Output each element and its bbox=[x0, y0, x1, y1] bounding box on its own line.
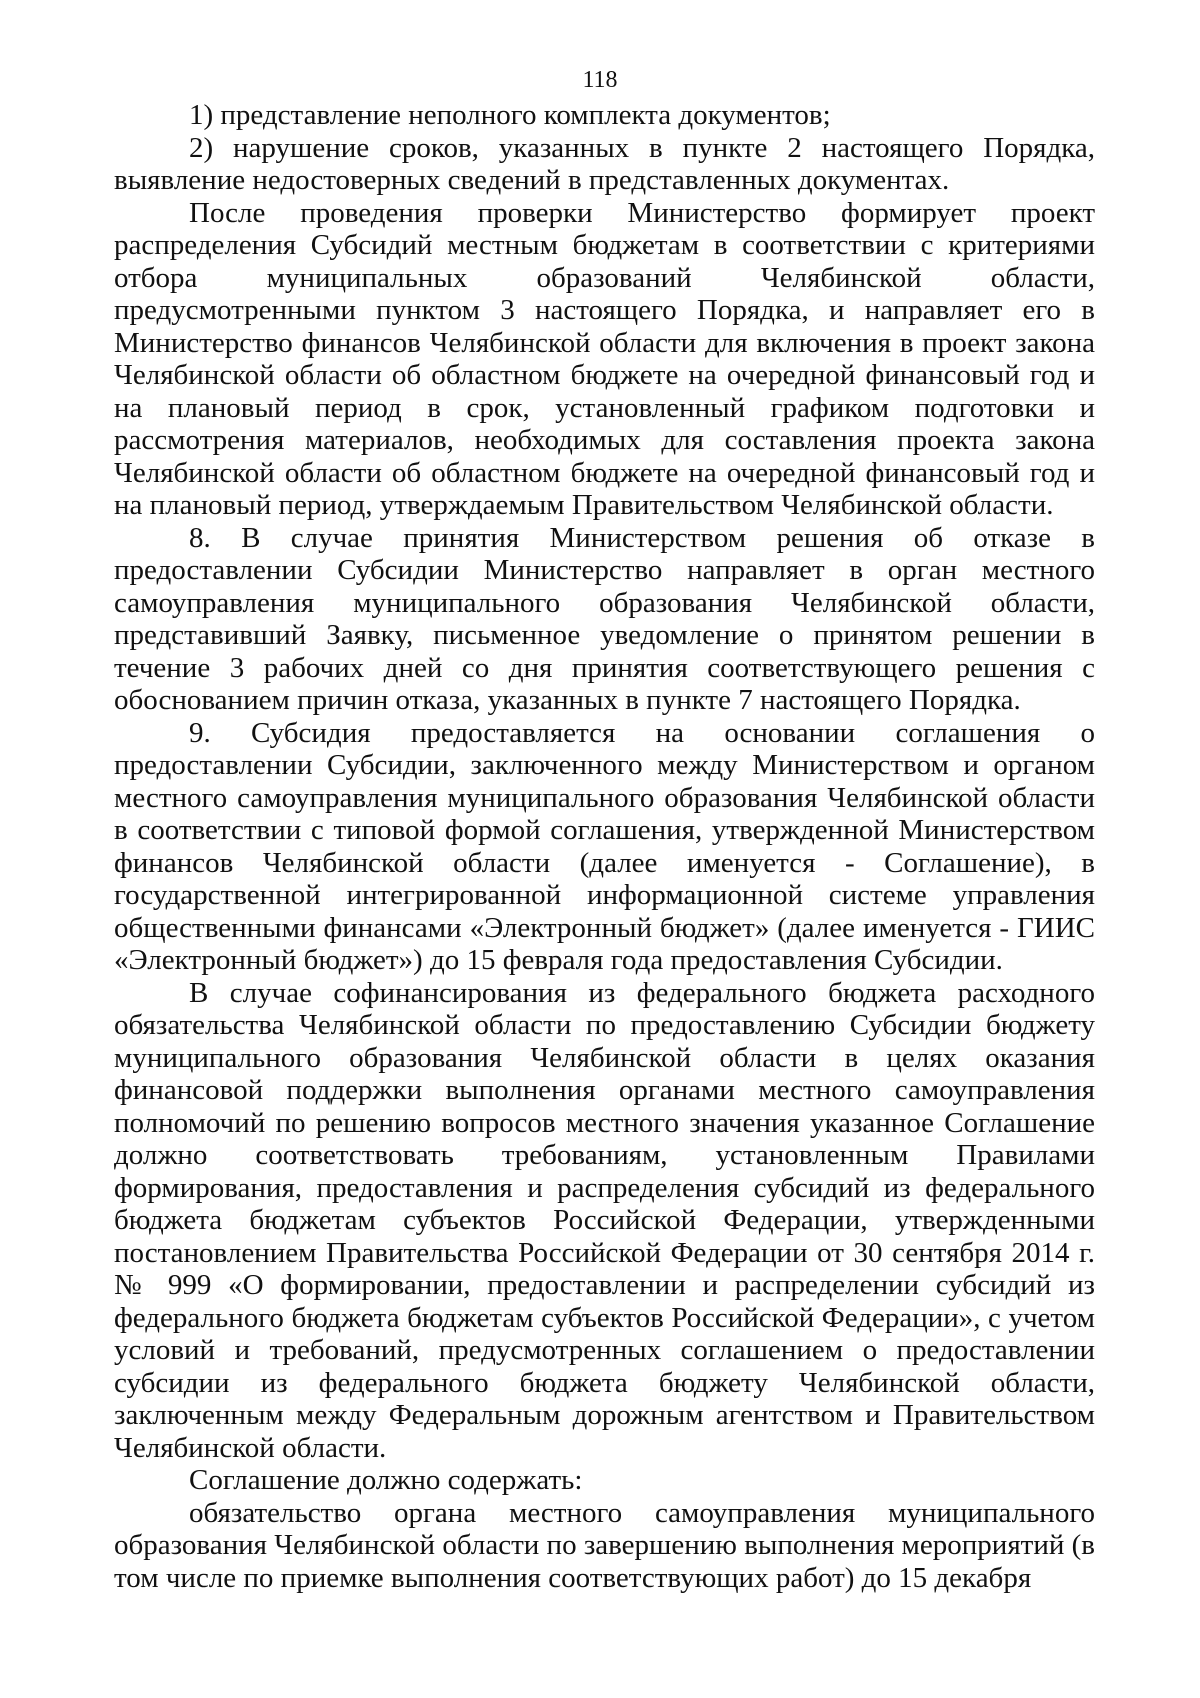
paragraph-section-9: 9. Субсидия предоставляется на основании соглашения о предоставлении Субсидии, заключенного между Министерством и органом местного самоуправления муниципального образования Челябинской области в соответствии с типовой формой соглашения, утвержденной Министерством финансов Челябинской области (далее именуется - Соглашение), в государственной интегрированной информационной системе управления общественными финансами «Электронный бюджет» (далее именуется - ГИИС «Электронный бюджет») до 15 февраля года предоставления Субсидии. bbox=[114, 716, 1095, 976]
paragraph-section-8: 8. В случае принятия Министерством решения об отказе в предоставлении Субсидии Министерство направляет в орган местного самоуправления муниципального образования Челябинской области, представивший Заявку, письменное уведомление о принятом решении в течение 3 рабочих дней со дня принятия соответствующего решения с обоснованием причин отказа, указанных в пункте 7 настоящего Порядка. bbox=[114, 521, 1095, 716]
paragraph-after-check: После проведения проверки Министерство формирует проект распределения Субсидий местным бюджетам в соответствии с критериями отбора муниципальных образований Челябинской области, предусмотренными пунктом 3 настоящего Порядка, и направляет его в Министерство финансов Челябинской области для включения в проект закона Челябинской области об областном бюджете на очередной финансовый год и на плановый период в срок, установленный графиком подготовки и рассмотрения материалов, необходимых для составления проекта закона Челябинской области об областном бюджете на очередной финансовый год и на плановый период, утверждаемым Правительством Челябинской области. bbox=[114, 196, 1095, 521]
paragraph-cofinancing: В случае софинансирования из федерального бюджета расходного обязательства Челябинской области по предоставлению Субсидии бюджету муниципального образования Челябинской области в целях оказания финансовой поддержки выполнения органами местного самоуправления полномочий по решению вопросов местного значения указанное Соглашение должно соответствовать требованиям, установленным Правилами формирования, предоставления и распределения субсидий из федерального бюджета бюджетам субъектов Российской Федерации, утвержденными постановлением Правительства Российской Федерации от 30 сентября 2014 г. № 999 «О формировании, предоставлении и распределении субсидий из федерального бюджета бюджетам субъектов Российской Федерации», с учетом условий и требований, предусмотренных соглашением о предоставлении субсидии из федерального бюджета бюджету Челябинской области, заключенным между Федеральным дорожным агентством и Правительством Челябинской области. bbox=[114, 976, 1095, 1464]
page-number: 118 bbox=[582, 67, 618, 93]
paragraph-item-2: 2) нарушение сроков, указанных в пункте 2 настоящего Порядка, выявление недостоверных сведений в представленных документах. bbox=[114, 131, 1095, 196]
paragraph-obligation: обязательство органа местного самоуправления муниципального образования Челябинской области по завершению выполнения мероприятий (в том числе по приемке выполнения соответствующих работ) до 15 декабря bbox=[114, 1496, 1095, 1594]
document-body bbox=[114, 99, 1095, 1594]
paragraph-agreement-contents: Соглашение должно содержать: bbox=[189, 1464, 583, 1496]
paragraph-item-1: 1) представление неполного комплекта документов; bbox=[189, 99, 831, 131]
